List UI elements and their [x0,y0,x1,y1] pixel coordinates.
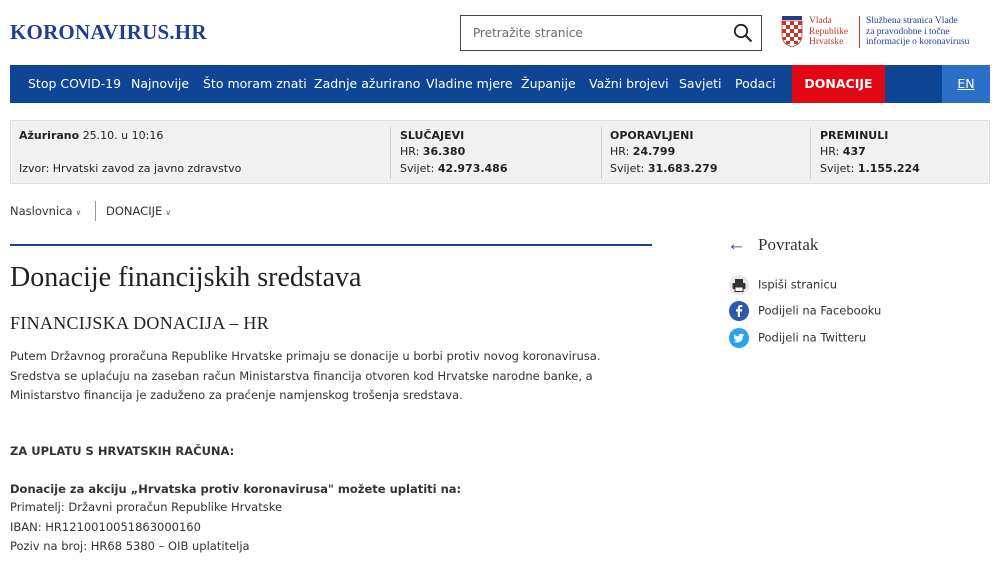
cases-hr: HR: 36.380 [400,145,466,158]
back-link[interactable]: ← Povratak [727,234,819,255]
cases-title: SLUČAJEVI [400,129,465,142]
deaths-world: Svijet: 1.155.224 [820,162,920,175]
search-box [460,15,762,51]
donation-heading: Donacije za akciju „Hrvatska protiv koronavirusa" možete uplatiti na: [10,482,462,496]
main-nav [10,65,990,103]
facebook-icon [729,301,749,321]
nav-item-zupanije[interactable]: Županije [521,76,576,91]
cases-world: Svijet: 42.973.486 [400,162,508,175]
search-icon[interactable] [733,23,753,43]
arrow-left-icon: ← [727,234,746,255]
nav-item-sto-moram-znati[interactable]: Što moram znati [203,76,307,91]
croatian-coat-of-arms-icon [781,16,803,47]
government-name[interactable]: Vlada Republike Hrvatske [809,16,849,47]
nav-item-vladine-mjere[interactable]: Vladine mjere [426,76,513,91]
page-title: Donacije financijskih sredstava [10,262,362,293]
nav-item-najnovije[interactable]: Najnovije [131,76,190,91]
search-input[interactable] [461,16,723,50]
payment-details: Primatelj: Državni proračun Republike Hrvatske IBAN: HR1210010051863000160 Poziv na broj: HR68 5380 – OIB uplatitelja [10,500,283,553]
twitter-icon [729,328,749,348]
breadcrumb-current[interactable]: DONACIJE ∨ [106,204,172,218]
nav-item-stop-covid[interactable]: Stop COVID-19 [28,76,122,91]
recovered-title: OPORAVLJENI [610,129,694,142]
site-logo[interactable]: KORONAVIRUS.HR [10,20,207,44]
chevron-down-icon: ∨ [165,208,172,217]
deaths-hr: HR: 437 [820,145,866,158]
nav-donate-button[interactable]: DONACIJE [792,65,885,103]
nav-item-zadnje-azurirano[interactable]: Zadnje ažurirano [314,76,421,91]
stats-divider [601,127,602,179]
stats-bar [10,120,990,184]
updated-info: Ažurirano 25.10. u 10:16 [19,129,164,142]
nav-item-savjeti[interactable]: Savjeti [679,76,722,91]
breadcrumb-separator [95,201,96,221]
recovered-world: Svijet: 31.683.279 [610,162,718,175]
recovered-hr: HR: 24.799 [610,145,676,158]
nav-item-podaci[interactable]: Podaci [735,76,776,91]
content-divider [10,244,652,246]
nav-item-vazni-brojevi[interactable]: Važni brojevi [589,76,669,91]
deaths-title: PREMINULI [820,129,889,142]
stats-divider [390,127,391,179]
chevron-down-icon: ∨ [75,208,82,217]
stats-divider [810,127,811,179]
share-facebook-link[interactable]: Podijeli na Facebooku [729,301,881,321]
share-twitter-link[interactable]: Podijeli na Twitteru [729,328,866,348]
government-description: Službena stranica Vlade za pravodobne i točne informacije o koronavirusu [866,16,970,47]
stats-source: Izvor: Hrvatski zavod za javno zdravstvo [19,162,242,175]
breadcrumb-home[interactable]: Naslovnica ∨ [10,204,82,218]
section-heading: ZA UPLATU S HRVATSKIH RAČUNA: [10,444,235,458]
page-subtitle: FINANCIJSKA DONACIJA – HR [10,313,270,333]
print-icon [729,275,749,295]
language-switch-en[interactable]: EN [942,65,990,103]
intro-paragraph: Putem Državnog proračuna Republike Hrvatske primaju se donacije u borbi protiv novog koronavirusa. Sredstva se uplaćuju na zaseban račun Ministarstva financija otvoren kod Hrvatske narodne banke, a Ministarstvo financija je zaduženo za praćenje namjenskog trošenja sredstava. [10,349,601,402]
print-page-link[interactable]: Ispiši stranicu [729,275,837,295]
header-divider [859,16,860,48]
